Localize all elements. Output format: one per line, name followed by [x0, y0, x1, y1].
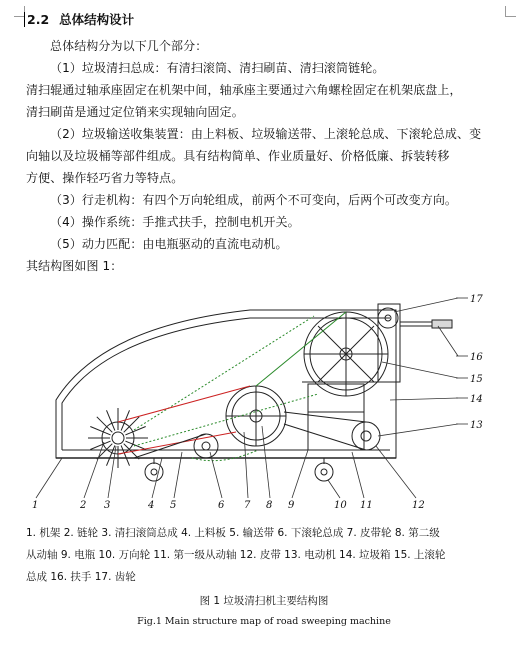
leader-line — [328, 480, 340, 498]
chain — [256, 312, 346, 386]
sweeping-drum — [88, 408, 148, 468]
caster-wheel-hub — [321, 469, 327, 475]
caster-wheel — [315, 463, 333, 481]
lower-chain — [192, 450, 258, 461]
part-number: 4 — [148, 500, 155, 511]
part-number: 15 — [470, 374, 483, 385]
belt-line — [118, 386, 250, 422]
part-number: 13 — [470, 420, 483, 431]
part-number: 16 — [470, 352, 483, 363]
part-number: 2 — [80, 500, 87, 511]
leader-line — [174, 452, 182, 498]
leader-line — [390, 398, 458, 400]
paragraph-line: （3）行走机构：有四个万向轮组成，前两个不可变向，后两个可改变方向。 — [50, 193, 458, 207]
part-number: 6 — [218, 500, 225, 511]
legend-line: 总成 16. 扶手 17. 齿轮 — [26, 571, 136, 583]
motor-pulley — [352, 422, 380, 450]
conveyor-belt — [134, 316, 314, 430]
page-corner-mark — [505, 6, 516, 17]
legend-line: 1. 机架 2. 链轮 3. 清扫滚筒总成 4. 上料板 5. 输送带 6. 下滚轮总成 7. 皮带轮 8. 第二级 — [26, 527, 440, 539]
belt-12 — [284, 412, 366, 422]
part-number: 14 — [470, 394, 483, 405]
leader-line — [382, 362, 458, 378]
paragraph-line: （5）动力匹配：由电瓶驱动的直流电动机。 — [50, 237, 288, 251]
part-number: 5 — [170, 500, 177, 511]
paragraph-line: 总体结构分为以下几个部分： — [50, 39, 208, 53]
leader-line — [438, 326, 458, 356]
paragraph-line: 其结构图如图 1： — [26, 259, 123, 273]
part-number: 17 — [470, 294, 483, 305]
part-number: 7 — [244, 500, 251, 511]
sweeper-structure-figure — [22, 282, 508, 514]
part-number: 11 — [360, 500, 373, 511]
belt-line — [118, 432, 236, 454]
part-number: 12 — [412, 500, 425, 511]
leader-line — [394, 298, 458, 312]
motor-hub — [361, 431, 371, 441]
leader-line — [108, 446, 116, 498]
paragraph-line: （1）垃圾清扫总成：有清扫滚筒、清扫刷苗、清扫滚筒链轮。 — [50, 61, 385, 75]
part-number: 8 — [266, 500, 273, 511]
leader-line — [210, 452, 222, 498]
leader-line — [352, 452, 364, 498]
leader-line — [292, 450, 308, 498]
paragraph-line: 清扫辊通过轴承座固定在机架中间，轴承座主要通过六角螺栓固定在机架底盘上， — [26, 83, 462, 97]
sweeping-drum-hub — [112, 432, 124, 444]
lower-roller-hub — [202, 442, 210, 450]
part-number: 10 — [334, 500, 347, 511]
part-number: 3 — [104, 500, 111, 511]
caster-wheel-hub — [151, 469, 157, 475]
legend-line: 从动轴 9. 电瓶 10. 万向轮 11. 第一级从动轴 12. 皮带 13. 电动机 14. 垃圾箱 15. 上滚轮 — [26, 549, 446, 561]
section-title: 总体结构设计 — [59, 12, 135, 27]
part-number: 1 — [32, 500, 39, 511]
leader-line — [244, 432, 248, 498]
section-heading — [24, 10, 134, 28]
leader-line — [36, 458, 62, 498]
leader-line — [378, 424, 458, 436]
paragraph-line: 方便、操作轻巧省力等特点。 — [26, 171, 184, 185]
section-number: 2.2 — [24, 12, 49, 27]
paragraph-line: （2）垃圾输送收集装置：由上料板、垃圾输送带、上滚轮总成、下滚轮总成、变 — [50, 127, 482, 141]
handle-grip — [432, 320, 452, 328]
paragraph-line: 向轴以及垃圾桶等部件组成。具有结构简单、作业质量好、价格低廉、拆装转移 — [26, 149, 450, 163]
belt-12 — [284, 424, 366, 450]
figure-caption-cn: 图 1 垃圾清扫机主要结构图 — [199, 595, 329, 607]
figure-caption-en: Fig.1 Main structure map of road sweeping machine — [137, 616, 391, 627]
part-number: 9 — [288, 500, 295, 511]
paragraph-line: （4）操作系统：手推式扶手，控制电机开关。 — [50, 215, 300, 229]
paragraph-line: 清扫刷苗是通过定位销来实现轴向固定。 — [26, 105, 244, 119]
